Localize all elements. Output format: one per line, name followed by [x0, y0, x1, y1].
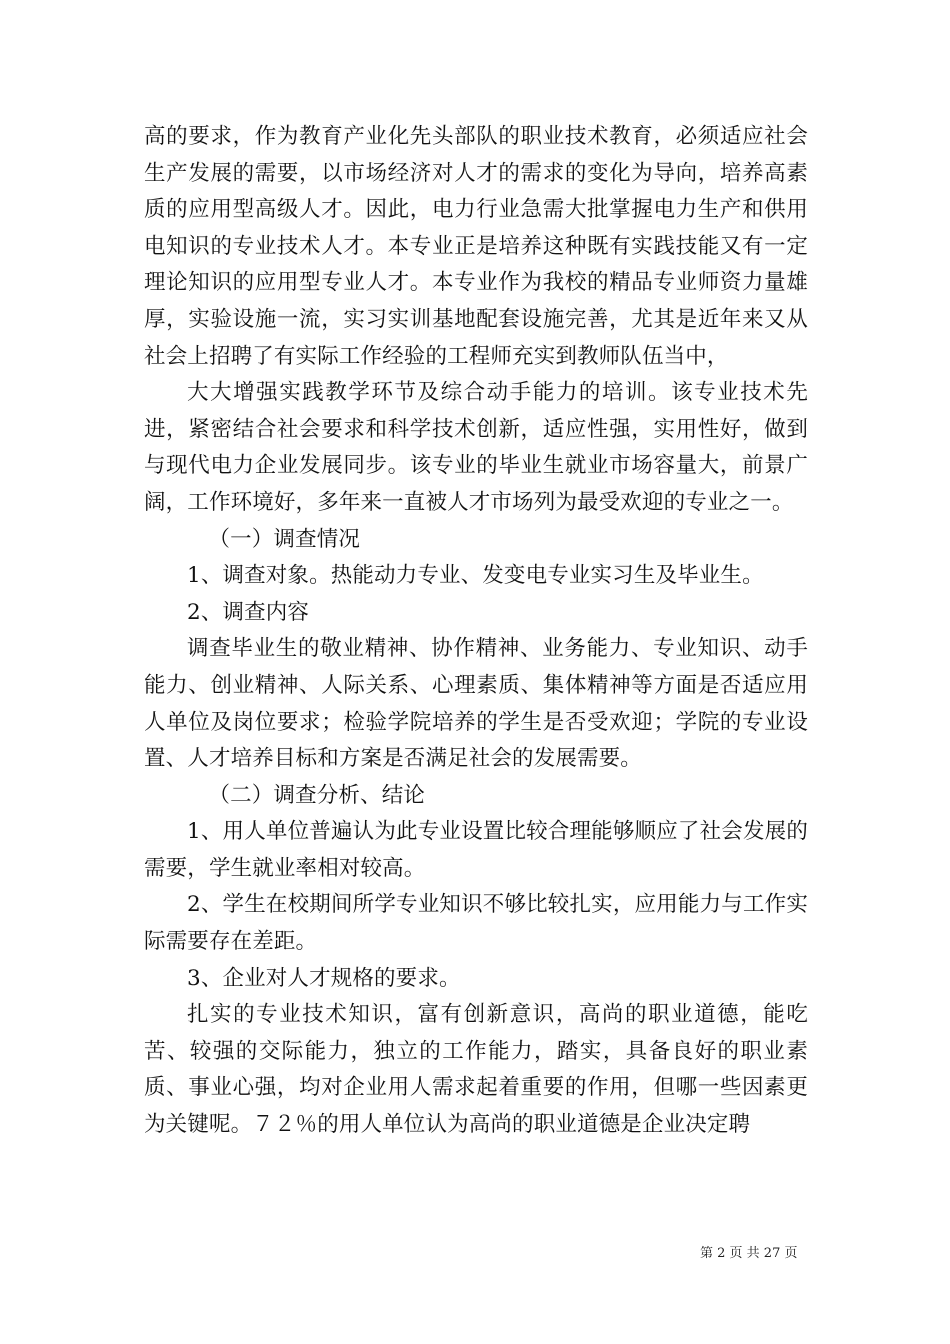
section-heading-analysis: （二）调查分析、结论 — [208, 782, 426, 808]
document-body — [144, 119, 808, 1144]
page-number: 第 2 页 共 27 页 — [700, 1246, 798, 1261]
paragraph-conclusion-3: 3、企业对人才规格的要求。 — [187, 965, 461, 991]
paragraph-survey-content: 调查毕业生的敬业精神、协作精神、业务能力、专业知识、动手能力、创业精神、人际关系、心理素质、集体精神等方面是否适应用人单位及岗位要求；检验学院培养的学生是否受欢迎；学院的专业设置、人才培养目标和方案是否满足社会的发展需要。 — [144, 636, 808, 772]
paragraph-survey-content-heading: 2、调查内容 — [187, 599, 310, 625]
paragraph-conclusion-2: 2、学生在校期间所学专业知识不够比较扎实，应用能力与工作实际需要存在差距。 — [144, 892, 808, 955]
paragraph-intro: 高的要求，作为教育产业化先头部队的职业技术教育，必须适应社会生产发展的需要，以市场经济对人才的需求的变化为导向，培养高素质的应用型高级人才。因此，电力行业急需大批掌握电力生产和供用电知识的专业技术人才。本专业正是培养这种既有实践技能又有一定理论知识的应用型专业人才。本专业作为我校的精品专业师资力量雄厚，实验设施一流，实习实训基地配套设施完善，尤其是近年来又从社会上招聘了有实际工作经验的工程师充实到教师队伍当中， — [144, 124, 808, 369]
paragraph-survey-subjects: 1、调查对象。热能动力专业、发变电专业实习生及毕业生。 — [187, 563, 764, 589]
paragraph-conclusion-1: 1、用人单位普遍认为此专业设置比较合理能够顺应了社会发展的需要，学生就业率相对较高。 — [144, 819, 808, 881]
paragraph-requirements: 扎实的专业技术知识，富有创新意识，高尚的职业道德，能吃苦、较强的交际能力，独立的工作能力，踏实，具备良好的职业素质、事业心强，均对企业用人需求起着重要的作用，但哪一些因素更为关键呢。７２％的用人单位认为高尚的职业道德是企业决定聘 — [144, 1002, 808, 1138]
paragraph-training: 大大增强实践教学环节及综合动手能力的培训。该专业技术先进，紧密结合社会要求和科学技术创新，适应性强，实用性好，做到与现代电力企业发展同步。该专业的毕业生就业市场容量大，前景广阔，工作环境好，多年来一直被人才市场列为最受欢迎的专业之一。 — [144, 380, 808, 515]
section-heading-survey: （一）调查情况 — [208, 526, 361, 552]
